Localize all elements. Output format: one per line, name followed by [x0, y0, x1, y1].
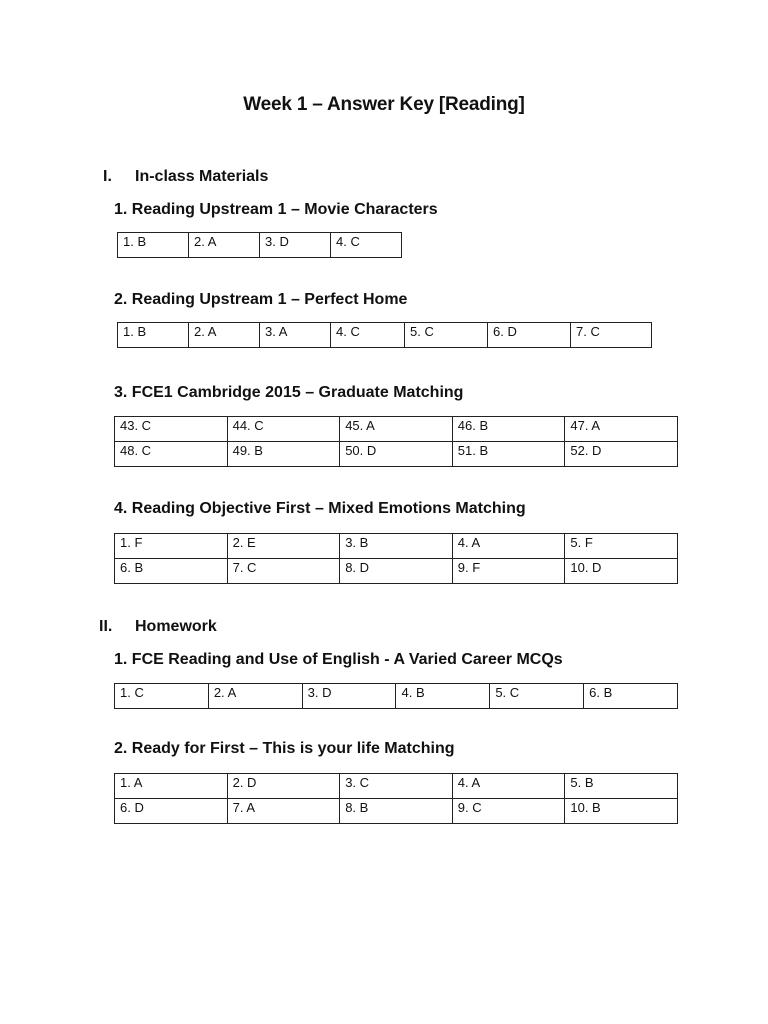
answer-cell: 2. A [189, 323, 260, 348]
answer-cell: 7. C [571, 323, 652, 348]
part-homework [99, 618, 217, 636]
section-heading-mixed-emotions: 4. Reading Objective First – Mixed Emotions Matching [114, 500, 526, 517]
section-heading-movie-characters: 1. Reading Upstream 1 – Movie Characters [114, 201, 438, 218]
part-label: Homework [135, 618, 217, 635]
section-heading-graduate-matching: 3. FCE1 Cambridge 2015 – Graduate Matching [114, 384, 464, 401]
answer-cell: 8. B [340, 799, 453, 824]
section-heading-perfect-home: 2. Reading Upstream 1 – Perfect Home [114, 291, 408, 308]
answer-cell: 6. B [115, 559, 228, 584]
answer-cell: 9. F [452, 559, 565, 584]
answer-cell: 4. B [396, 684, 490, 709]
answer-cell: 48. C [115, 442, 228, 467]
answer-cell: 5. C [405, 323, 488, 348]
section-heading-your-life: 2. Ready for First – This is your life Matching [114, 740, 455, 757]
answer-cell: 4. C [331, 233, 402, 258]
answer-cell: 1. C [115, 684, 209, 709]
answer-cell: 4. A [452, 534, 565, 559]
section-heading-varied-career: 1. FCE Reading and Use of English - A Varied Career MCQs [114, 651, 563, 668]
answer-cell: 5. C [490, 684, 584, 709]
answer-cell: 2. A [208, 684, 302, 709]
answer-row [115, 684, 678, 709]
answer-cell: 7. C [227, 559, 340, 584]
answer-table-perfect-home [117, 322, 652, 348]
answer-cell: 2. E [227, 534, 340, 559]
answer-cell: 4. A [452, 774, 565, 799]
answer-cell: 2. D [227, 774, 340, 799]
answer-row [115, 559, 678, 584]
answer-cell: 1. B [118, 233, 189, 258]
answer-cell: 6. B [584, 684, 678, 709]
answer-cell: 5. F [565, 534, 678, 559]
answer-cell: 45. A [340, 417, 453, 442]
answer-cell: 43. C [115, 417, 228, 442]
answer-row [118, 323, 652, 348]
answer-row [115, 799, 678, 824]
answer-cell: 50. D [340, 442, 453, 467]
answer-cell: 4. C [331, 323, 405, 348]
answer-cell: 6. D [115, 799, 228, 824]
answer-cell: 10. B [565, 799, 678, 824]
answer-cell: 3. A [260, 323, 331, 348]
answer-row [115, 774, 678, 799]
answer-cell: 1. B [118, 323, 189, 348]
answer-cell: 1. F [115, 534, 228, 559]
answer-table-movie-characters [117, 232, 402, 258]
answer-cell: 1. A [115, 774, 228, 799]
answer-table-varied-career [114, 683, 678, 709]
answer-cell: 3. D [260, 233, 331, 258]
answer-cell: 2. A [189, 233, 260, 258]
page-title: Week 1 – Answer Key [Reading] [243, 94, 525, 115]
answer-row [115, 417, 678, 442]
answer-cell: 44. C [227, 417, 340, 442]
answer-cell: 9. C [452, 799, 565, 824]
part-numeral: II. [99, 618, 113, 635]
answer-row [115, 534, 678, 559]
answer-cell: 10. D [565, 559, 678, 584]
answer-row [118, 233, 402, 258]
answer-cell: 8. D [340, 559, 453, 584]
answer-cell: 6. D [488, 323, 571, 348]
answer-cell: 3. C [340, 774, 453, 799]
part-in-class [103, 168, 268, 186]
answer-cell: 49. B [227, 442, 340, 467]
answer-cell: 47. A [565, 417, 678, 442]
answer-cell: 46. B [452, 417, 565, 442]
answer-table-mixed-emotions [114, 533, 678, 584]
answer-cell: 52. D [565, 442, 678, 467]
answer-cell: 51. B [452, 442, 565, 467]
part-label: In-class Materials [135, 168, 269, 185]
answer-cell: 7. A [227, 799, 340, 824]
part-numeral: I. [103, 168, 112, 185]
answer-table-your-life [114, 773, 678, 824]
answer-cell: 3. D [302, 684, 396, 709]
answer-row [115, 442, 678, 467]
answer-cell: 3. B [340, 534, 453, 559]
answer-table-graduate-matching [114, 416, 678, 467]
answer-cell: 5. B [565, 774, 678, 799]
